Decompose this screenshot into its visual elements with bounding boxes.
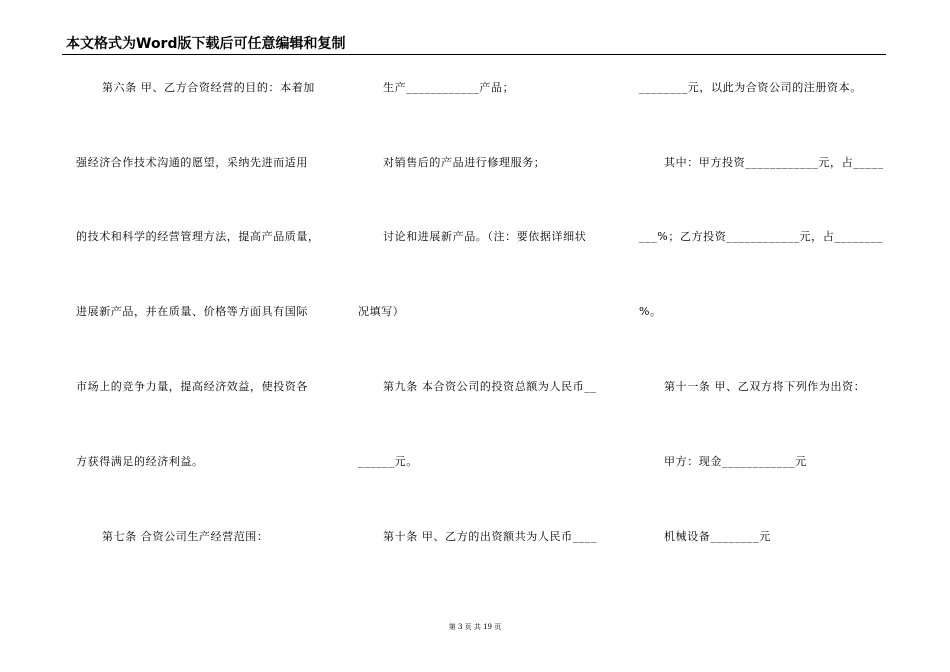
document-header-title: 本文格式为Word版下载后可任意编辑和复制	[66, 36, 346, 52]
col1-line-6: 方获得满足的经济利益。	[76, 455, 204, 468]
col2-line-1: 生产____________产品；	[383, 81, 515, 94]
col2-line-5: 第九条 本合资公司的投资总额为人民币__	[383, 380, 597, 393]
col3-line-7: 机械设备________元	[664, 530, 771, 543]
col1-line-2: 强经济合作技术沟通的愿望，采纳先进而适用	[76, 156, 308, 169]
col3-line-2: 其中：甲方投资____________元，占_____	[664, 156, 884, 169]
col1-line-3: 的技术和科学的经营管理方法，提高产品质量，	[76, 230, 320, 243]
col2-line-7: 第十条 甲、乙方的出资额共为人民币____	[383, 530, 598, 543]
col3-line-3: ___%；乙方投资____________元，占________	[639, 230, 884, 243]
col3-line-1: ________元，以此为合资公司的注册资本。	[639, 81, 862, 94]
col1-line-1: 第六条 甲、乙方合资经营的目的：本着加	[102, 81, 315, 94]
header-divider	[62, 54, 886, 55]
page-number-footer: 第 3 页 共 19 页	[448, 623, 502, 631]
col3-line-6: 甲方：现金____________元	[664, 455, 807, 468]
col3-line-5: 第十一条 甲、乙双方将下列作为出资：	[664, 380, 866, 393]
col2-line-3: 讨论和进展新产品。（注：要依据详细状	[383, 230, 587, 243]
col3-line-4: %。	[639, 305, 662, 318]
col1-line-5: 市场上的竞争力量，提高经济效益，使投资各	[76, 380, 308, 393]
col2-line-4: 况填写）	[358, 305, 405, 318]
col1-line-4: 进展新产品，并在质量、价格等方面具有国际	[76, 305, 308, 318]
col1-line-7: 第七条 合资公司生产经营范围：	[102, 530, 269, 543]
col2-line-2: 对销售后的产品进行修理服务；	[383, 156, 546, 169]
col2-line-6: ______元。	[358, 455, 418, 468]
